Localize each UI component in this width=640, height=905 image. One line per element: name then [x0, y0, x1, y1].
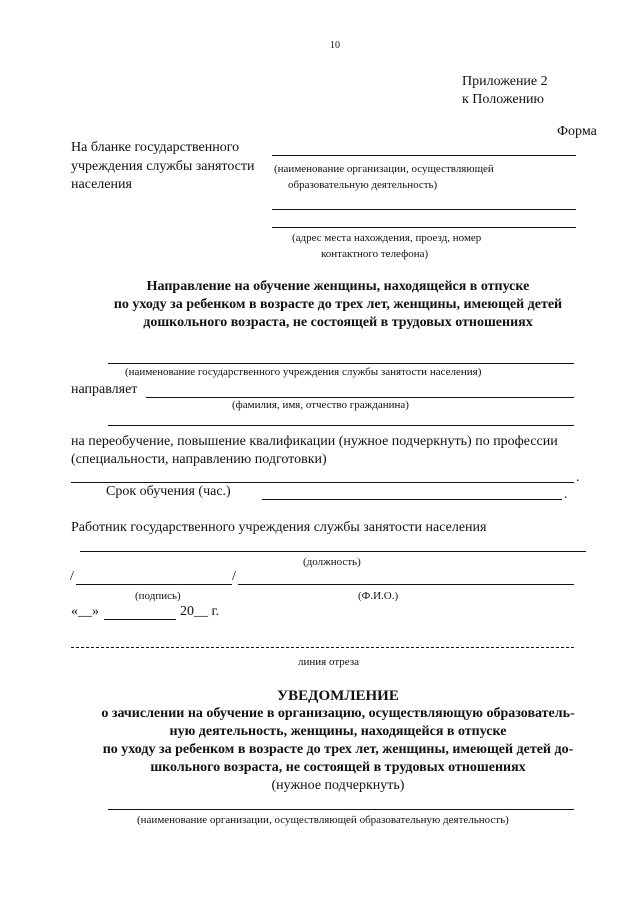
profession-field-line[interactable]: [71, 482, 574, 483]
citizen-extra-field-line[interactable]: [108, 425, 574, 426]
fio-short-caption: (Ф.И.О.): [358, 590, 399, 602]
cut-line: [71, 647, 574, 648]
date-month-field-line[interactable]: [104, 619, 176, 620]
notice-line-5: (нужное подчеркнуть): [271, 778, 405, 793]
cut-line-label: линия отреза: [298, 656, 359, 668]
address-caption-line-1: (адрес места нахождения, проезд, номер: [292, 232, 482, 244]
appendix-line-1: Приложение 2: [462, 74, 548, 89]
slash-right: /: [232, 569, 236, 584]
org-caption-line-1: (наименование организации, осуществляющей: [274, 163, 494, 175]
org-caption-line-2: образовательную деятельность): [288, 179, 438, 191]
org-name-field-line[interactable]: [272, 155, 576, 156]
address-field-line-2[interactable]: [272, 227, 576, 228]
slash-left: /: [70, 569, 74, 584]
title-line-1: Направление на обучение женщины, находящейся в отпуске: [146, 279, 530, 294]
employee-label: Работник государственного учреждения службы занятости населения: [71, 520, 487, 535]
address-caption-line-2: контактного телефона): [321, 248, 429, 260]
notice-heading: УВЕДОМЛЕНИЕ: [277, 688, 399, 704]
notice-org-field-line[interactable]: [108, 809, 574, 810]
fio-short-field-line[interactable]: [238, 584, 574, 585]
notice-line-1: о зачислении на обучение в организацию, осуществляющую образователь-: [101, 706, 575, 721]
position-caption: (должность): [303, 556, 361, 568]
training-text-line-2: (специальности, направлению подготовки): [71, 452, 327, 467]
org-caption-full: (наименование организации, осуществляющей образовательную деятельность): [137, 814, 509, 826]
period-field-line[interactable]: [262, 499, 562, 500]
fio-caption: (фамилия, имя, отчество гражданина): [232, 399, 409, 411]
notice-line-2: ную деятельность, женщины, находящейся в отпуске: [169, 724, 507, 739]
date-year: 20__ г.: [180, 604, 220, 619]
signature-caption: (подпись): [135, 590, 181, 602]
training-text-line-1: на переобучение, повышение квалификации (нужное подчеркнуть) по профессии: [71, 434, 558, 449]
notice-line-4: школьного возраста, не состоящей в трудовых отношениях: [150, 760, 526, 775]
title-line-3: дошкольного возраста, не состоящей в трудовых отношениях: [143, 315, 533, 330]
employment-service-field-line[interactable]: [108, 363, 574, 364]
address-field-line-1[interactable]: [272, 209, 576, 210]
directs-label: направляет: [71, 382, 138, 397]
position-field-line[interactable]: [80, 551, 586, 552]
signature-field-line[interactable]: [76, 584, 232, 585]
header-left-line-3: населения: [71, 177, 132, 192]
notice-line-3: по уходу за ребенком в возрасте до трех лет, женщины, имеющей детей до-: [102, 742, 574, 757]
header-left-line-2: учреждения службы занятости: [71, 159, 255, 174]
appendix-line-2: к Положению: [462, 92, 545, 107]
citizen-fio-field-line[interactable]: [146, 397, 574, 398]
form-label: Форма: [557, 124, 597, 139]
date-day: «__»: [71, 604, 99, 619]
employment-service-caption: (наименование государственного учреждения службы занятости населения): [125, 366, 482, 378]
header-left-line-1: На бланке государственного: [71, 140, 240, 155]
period-label: Срок обучения (час.): [106, 484, 231, 499]
title-line-2: по уходу за ребенком в возрасте до трех лет, женщины, имеющей детей: [113, 297, 563, 312]
page-number: 10: [330, 40, 340, 51]
